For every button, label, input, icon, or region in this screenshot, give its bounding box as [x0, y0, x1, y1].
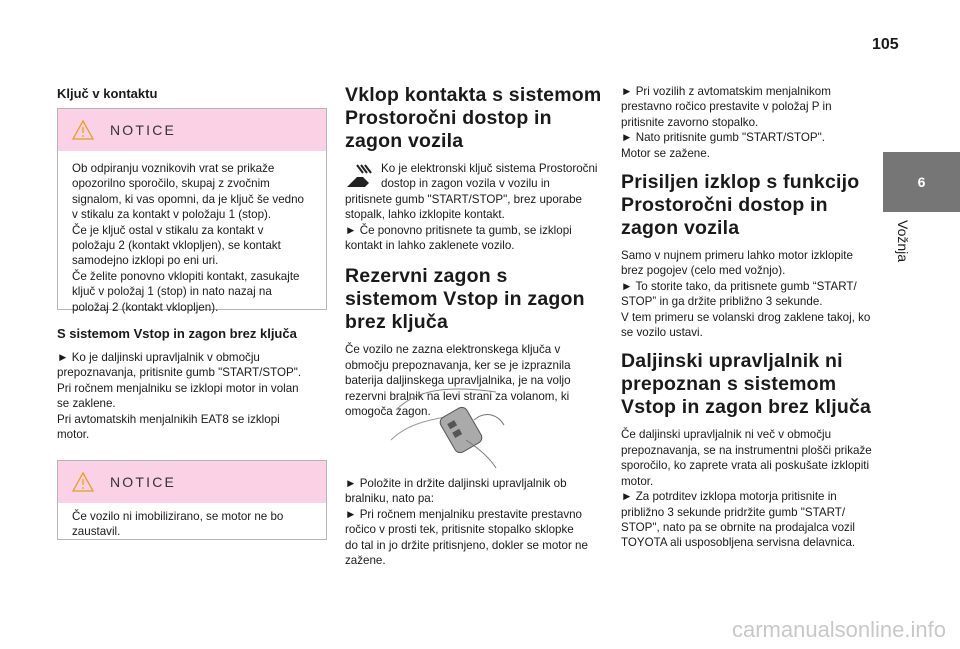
body-line: brez pogojev (celo med vožnjo). [621, 264, 786, 278]
notice-line: Če želite ponovno vklopiti kontakt, zasukajte [72, 269, 300, 283]
notice-header [58, 109, 326, 151]
section-heading: S sistemom Vstop in zagon brez ključa [57, 326, 297, 341]
notice-title: NOTICE [110, 474, 177, 490]
section-heading: Rezervni zagon s sistemom Vstop in zagon brez ključa [345, 265, 585, 334]
notice-body [58, 151, 326, 325]
notice-header [58, 461, 326, 503]
body-line: sporočilo, ko zaprete vrata ali poskušate izklopiti [621, 459, 870, 473]
body-line: pritisnite zavorno stopalko. [621, 115, 759, 129]
body-line: TOYOTA ali usposobljena servisna delavnica. [621, 536, 856, 550]
body-line: baterija daljinskega upravljalnika, je na voljo [345, 374, 571, 388]
warning-icon [72, 472, 94, 492]
body-line: se vozilo ustavi. [621, 326, 703, 340]
body-line: ► To storite tako, da pritisnete gumb “START/ [621, 279, 857, 293]
chapter-label-text: Vožnja [895, 220, 911, 263]
body-line: ► Pri ročnem menjalniku prestavite prestavno [345, 507, 583, 521]
backup-reader-illustration [386, 380, 512, 470]
notice-line: samodejno izklopi po eni uri. [72, 254, 219, 268]
body-line: prepoznavanja, se na instrumentni plošči prikaže [621, 443, 872, 457]
column-2-lower [345, 476, 607, 568]
body-line: Samo v nujnem primeru lahko motor izklopite [621, 249, 853, 263]
section-heading: Vklop kontakta s sistemom Prostoročni dostop in zagon vozila [345, 84, 602, 152]
section-heading: Ključ v kontaktu [57, 86, 158, 101]
notice-line: Če vozilo ni imobilizirano, se motor ne bo [72, 510, 284, 523]
column-3 [621, 84, 879, 551]
body-line: ► Za potrditev izklopa motorja pritisnite in [621, 490, 837, 504]
body-line: STOP” in ga držite približno 3 sekunde. [621, 295, 823, 309]
section-heading: Prisiljen izklop s funkcijo Prostoročni dostop in zagon vozila [621, 171, 860, 240]
notice-line: zaustavil. [72, 525, 121, 539]
warning-icon [72, 120, 94, 140]
page-number: 105 [872, 36, 899, 53]
keyless-key-icon [345, 163, 377, 189]
body-line: STOP", nato pa se obrnite na prodajalca vozil [621, 520, 855, 534]
body-line: motor. [57, 428, 90, 442]
body-line: bralniku, nato pa: [345, 492, 434, 506]
notice-line: ključ v položaj 1 (stop) in nato nazaj na [72, 285, 272, 299]
body-line: prepoznavanja, pritisnite gumb "START/STOP". [57, 366, 302, 380]
column-2 [345, 84, 605, 419]
body-line: Motor se zažene. [621, 146, 710, 160]
body-line: kontakt in lahko zaklenete vozilo. [345, 239, 515, 253]
body-line: Če vozilo ne zazna elektronskega ključa v [345, 343, 561, 357]
body-line: ► Če ponovno pritisnete ta gumb, se izklopi [345, 223, 572, 237]
section-heading: Daljinski upravljalnik ni prepoznan s sistemom Vstop in zagon brez ključa [621, 350, 872, 419]
body-line: ► Ko je daljinski upravljalnik v območju [57, 351, 260, 364]
notice-line: Ob odpiranju voznikovih vrat se prikaže [72, 162, 275, 175]
notice-line: položaju 2 (kontakt vklopljen), se kontakt [72, 239, 281, 253]
body-line: stopalk, lahko izklopite kontakt. [345, 208, 505, 222]
watermark: carmanualsonline.info [731, 617, 946, 642]
body-line: do tal in jo držite pritisnjeno, dokler se motor ne [345, 538, 588, 552]
body-line: ► Nato pritisnite gumb "START/STOP". [621, 131, 825, 145]
body-line: pritisnete gumb "START/STOP", brez uporabe [345, 192, 582, 206]
body-line: zažene. [345, 554, 386, 568]
body-line: ročico v prosti tek, pritisnite stopalko sklopke [345, 523, 574, 537]
notice-box-2 [57, 460, 327, 540]
notice-line: v stikalu za kontakt v položaju 1 (stop). [72, 208, 272, 222]
notice-box-1 [57, 108, 327, 314]
body-line: območju prepoznavanja, ker se je izpraznila [345, 358, 571, 372]
notice-line: položaj 2 (kontakt vklopljen). [72, 300, 219, 314]
body-line: omogoča zagon. [345, 405, 431, 419]
intro-block [345, 161, 605, 253]
notice-body [58, 503, 326, 550]
body-line: Če daljinski upravljalnik ni več v območju [621, 428, 832, 442]
body-line: Ko je elektronski ključ sistema Prostoročni [381, 162, 598, 175]
chapter-tab[interactable]: 6 [883, 152, 960, 212]
body-line: prestavno ročico prestavite v položaj P in [621, 100, 832, 114]
body-line: se zaklene. [57, 397, 116, 411]
body-line: ► Pri vozilih z avtomatskim menjalnikom [621, 85, 831, 98]
body-line: motor. [621, 474, 654, 488]
column-1-lower [57, 326, 327, 442]
body-line: rezervni bralnik na levi strani za volanom, ki [345, 389, 570, 403]
notice-title: NOTICE [110, 122, 177, 138]
body-line: Pri avtomatskih menjalnikih EAT8 se izklopi [57, 412, 280, 426]
column-1 [57, 86, 329, 102]
body-line: približno 3 sekunde pridržite gumb "START/ [621, 505, 846, 519]
chapter-label [893, 220, 913, 290]
body-line: Pri ročnem menjalniku se izklopi motor in volan [57, 381, 299, 395]
notice-line: opozorilno sporočilo, skupaj z zvočnim [72, 177, 270, 191]
body-line: ► Položite in držite daljinski upravljalnik ob [345, 477, 567, 490]
body-line: dostop in zagon vozila v vozilu in [381, 177, 550, 191]
body-line: V tem primeru se volanski drog zaklene takoj, ko [621, 310, 871, 324]
notice-line: signalom, ki vas opomni, da je ključ še vedno [72, 192, 304, 206]
notice-line: Če je ključ ostal v stikalu za kontakt v [72, 223, 264, 237]
